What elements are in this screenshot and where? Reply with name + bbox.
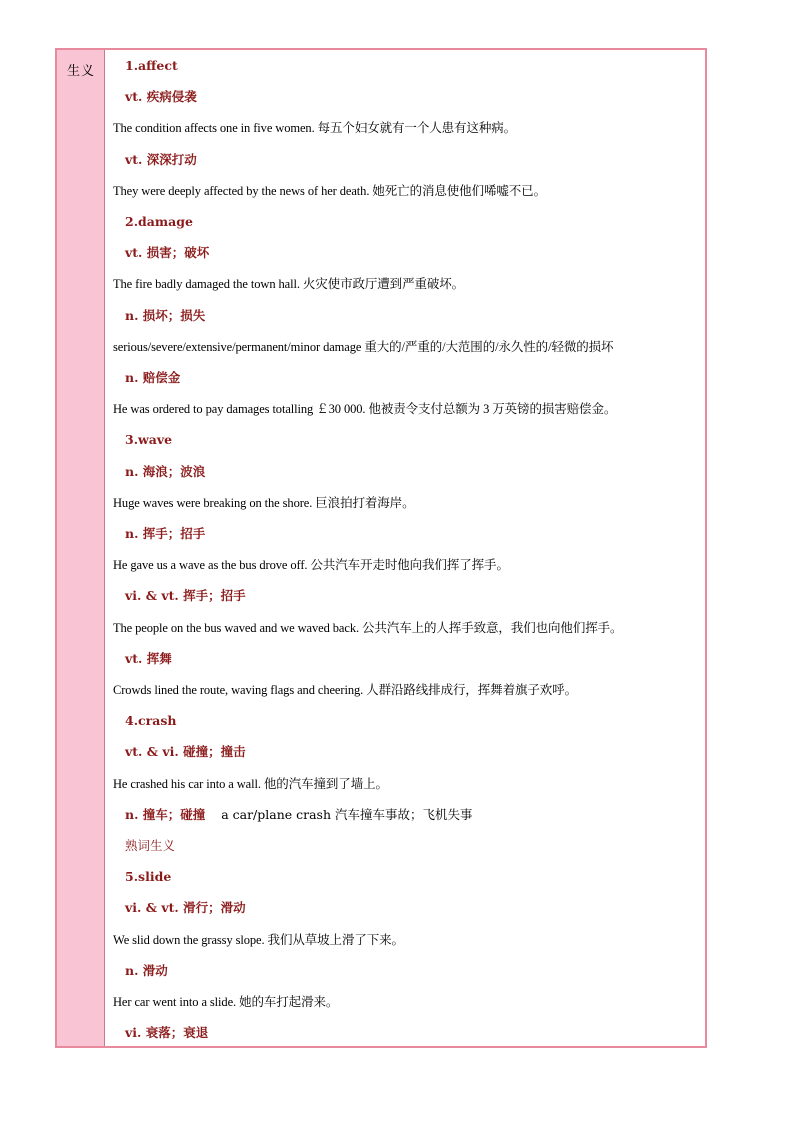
row-label: 生义 <box>67 64 96 79</box>
example-sentence-text: Huge waves were breaking on the shore. 巨浪拍打着海岸。 <box>113 495 415 510</box>
example-sentence <box>113 493 701 513</box>
vocabulary-table <box>55 48 707 1048</box>
headword-text: 4.crash <box>125 713 177 729</box>
example-sentence <box>113 399 701 419</box>
sense-label <box>125 961 701 981</box>
example-sentence <box>113 774 701 794</box>
example-sentence <box>113 555 701 575</box>
sense-label-text: n. 撞车；碰撞 <box>125 806 206 822</box>
example-sentence <box>113 618 701 638</box>
example-sentence-text: Crowds lined the route, waving flags and cheering. 人群沿路线排成行，挥舞着旗子欢呼。 <box>113 683 577 697</box>
example-sentence-text: The fire badly damaged the town hall. 火灾使市政厅遭到严重破坏。 <box>113 277 465 292</box>
example-sentence <box>113 992 701 1012</box>
headword <box>125 430 701 450</box>
example-sentence <box>113 337 701 357</box>
headword-text: 5.slide <box>125 869 172 885</box>
sense-label <box>125 805 701 825</box>
example-sentence <box>113 274 701 294</box>
headword <box>125 711 701 731</box>
sense-label <box>125 524 701 544</box>
headword <box>125 867 701 887</box>
content-column <box>105 50 705 1046</box>
sense-label <box>125 368 701 388</box>
example-sentence <box>113 118 701 138</box>
sense-label-text: vi. & vt. 滑行；滑动 <box>125 900 246 916</box>
headword <box>125 56 701 76</box>
sense-label-text: n. 海浪；波浪 <box>125 463 206 479</box>
sense-label <box>125 1023 701 1043</box>
label-column <box>57 50 105 1046</box>
example-sentence-text: The people on the bus waved and we waved back. 公共汽车上的人挥手致意，我们也向他们挥手。 <box>113 620 623 635</box>
sense-label-text: n. 赔偿金 <box>125 370 181 385</box>
example-sentence-text: He was ordered to pay damages totalling ￡30 000. 他被责令支付总额为 3 万英镑的损害赔偿金。 <box>113 402 617 417</box>
sense-label-text: vt. & vi. 碰撞；撞击 <box>125 744 246 760</box>
sense-label <box>125 306 701 326</box>
section-note <box>125 836 701 856</box>
sense-label <box>125 243 701 263</box>
example-sentence-text: serious/severe/extensive/permanent/minor damage 重大的/严重的/大范围的/永久性的/轻微的损坏 <box>113 339 614 354</box>
example-sentence <box>113 181 701 201</box>
example-sentence <box>113 930 701 950</box>
example-sentence-text: The condition affects one in five women. 每五个妇女就有一个人患有这种病。 <box>113 121 517 136</box>
sense-label-text: n. 滑动 <box>125 962 168 978</box>
sense-label <box>125 87 701 107</box>
sense-label-text: n. 挥手；招手 <box>125 526 206 541</box>
inline-example: a car/plane crash 汽车撞车事故；飞机失事 <box>205 806 473 822</box>
sense-label-text: n. 损坏；损失 <box>125 307 206 323</box>
sense-label-text: vt. 损害；破坏 <box>125 245 210 261</box>
sense-label-text: vt. 深深打动 <box>125 151 197 167</box>
example-sentence <box>113 680 701 700</box>
example-sentence-text: Her car went into a slide. 她的车打起滑来。 <box>113 995 339 1009</box>
example-sentence-text: He crashed his car into a wall. 他的汽车撞到了墙上。 <box>113 776 388 791</box>
sense-label <box>125 150 701 170</box>
sense-label-text: vt. 疾病侵袭 <box>125 89 197 105</box>
sense-label <box>125 586 701 606</box>
headword-text: 1.affect <box>125 58 178 73</box>
example-sentence-text: We slid down the grassy slope. 我们从草坡上滑了下来。 <box>113 932 404 947</box>
example-sentence-text: He gave us a wave as the bus drove off. 公共汽车开走时他向我们挥了挥手。 <box>113 558 509 573</box>
sense-label-text: vt. 挥舞 <box>125 650 172 666</box>
sense-label <box>125 742 701 762</box>
section-note-text: 熟词生义 <box>125 838 176 853</box>
sense-label-text: vi. & vt. 挥手；招手 <box>125 588 246 604</box>
sense-label-text: vi. 衰落；衰退 <box>125 1025 209 1041</box>
sense-label <box>125 462 701 482</box>
headword-text: 2.damage <box>125 214 193 229</box>
headword-text: 3.wave <box>125 432 173 448</box>
example-sentence-text: They were deeply affected by the news of her death. 她死亡的消息使他们唏嘘不已。 <box>113 183 546 198</box>
sense-label <box>125 898 701 918</box>
sense-label <box>125 649 701 669</box>
headword <box>125 212 701 232</box>
